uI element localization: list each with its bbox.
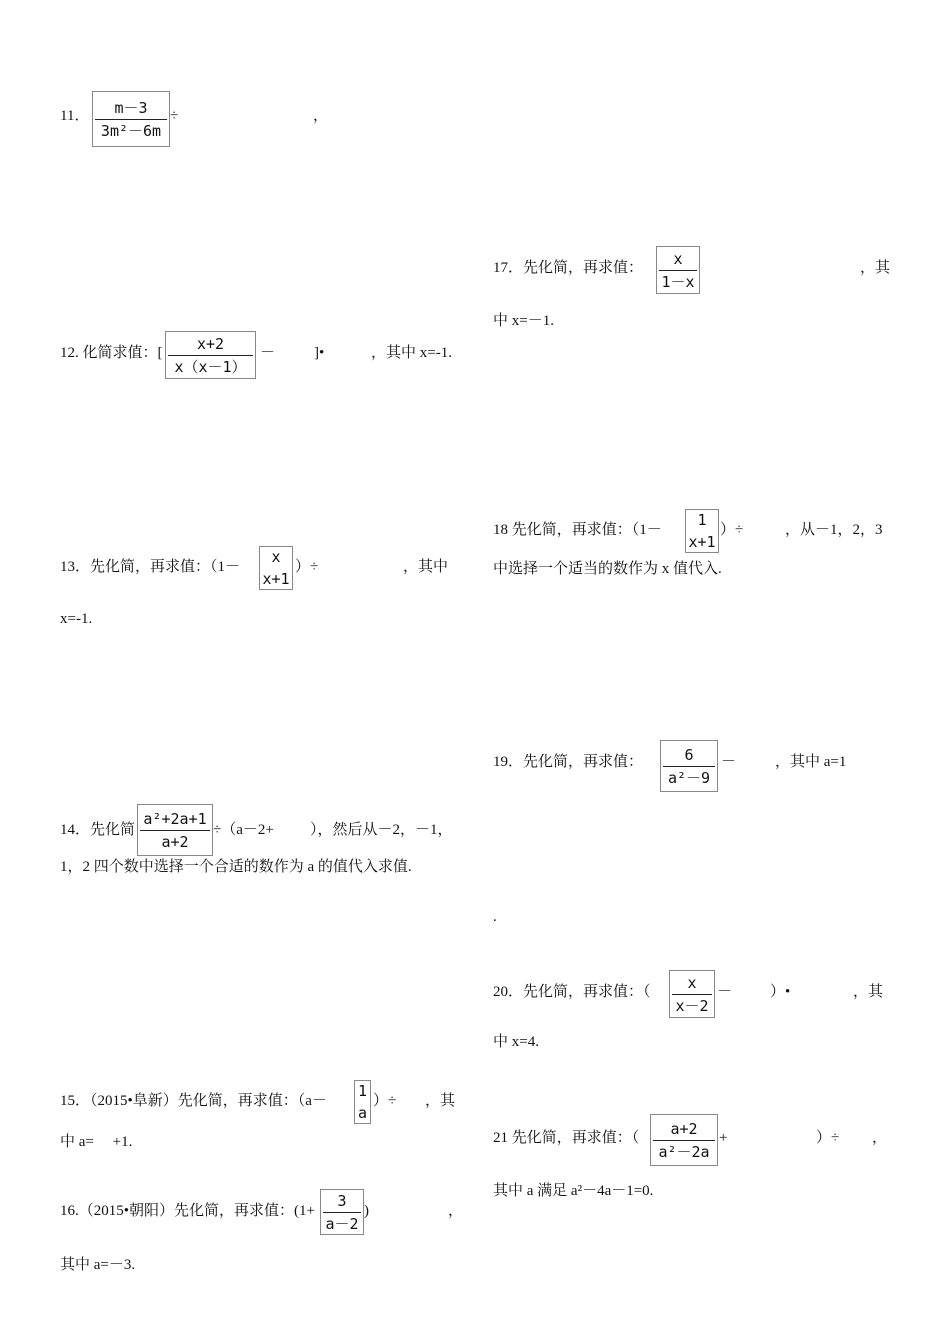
problem-21-op2: ）÷ xyxy=(816,1130,840,1146)
problem-13-end: ，其中 xyxy=(403,559,449,575)
problem-12-fraction xyxy=(165,331,256,379)
problem-18-line2: 中选择一个适当的数作为 x 值代入. xyxy=(493,561,722,577)
problem-11-label: 11． xyxy=(60,108,90,124)
fraction-denominator: x+1 xyxy=(262,570,290,588)
problem-12-end: ，其中 x=-1. xyxy=(371,345,452,361)
fraction-denominator: x（x－1） xyxy=(174,357,247,376)
fraction-numerator: 6 xyxy=(684,745,694,764)
problem-13-op: ）÷ xyxy=(295,559,319,575)
problem-19-op: － xyxy=(721,754,737,770)
fraction-numerator: m－3 xyxy=(114,98,148,117)
problem-12-label: 12. 化简求值：[ xyxy=(60,345,163,361)
fraction-denominator: 3m²－6m xyxy=(100,121,162,140)
fraction-numerator: x xyxy=(673,249,683,268)
problem-20-line2: 中 x=4. xyxy=(493,1034,539,1050)
problem-17-line2: 中 x=－1. xyxy=(493,313,554,329)
problem-20-fraction xyxy=(669,970,715,1018)
problem-11-fraction xyxy=(92,91,170,147)
problem-19-end: ，其中 a=1 xyxy=(775,754,847,770)
fraction-bar xyxy=(672,994,712,995)
fraction-denominator: 1－x xyxy=(661,272,695,291)
problem-15-line2: 中 a= +1. xyxy=(60,1134,133,1150)
fraction-bar xyxy=(140,830,210,831)
fraction-denominator: a²－9 xyxy=(667,768,711,787)
problem-13-fraction xyxy=(259,546,293,590)
fraction-bar xyxy=(168,355,253,356)
fraction-bar xyxy=(663,766,715,767)
problem-14-fraction xyxy=(137,804,213,856)
fraction-numerator: 1 xyxy=(697,511,707,529)
problem-21-end: ， xyxy=(872,1130,888,1146)
problem-14-label: 14．先化简 xyxy=(60,822,136,838)
fraction-numerator: x+2 xyxy=(196,334,225,353)
problem-20-op: － xyxy=(717,984,733,1000)
fraction-denominator: x+1 xyxy=(688,533,716,551)
problem-15-op: ）÷ xyxy=(373,1093,397,1109)
fraction-numerator: a+2 xyxy=(670,1119,698,1138)
problem-20-label: 20．先化简，再求值：（ xyxy=(493,984,651,1000)
fraction-numerator: a²+2a+1 xyxy=(143,809,207,828)
problem-18-end: ，从－1，2，3 xyxy=(785,522,883,538)
fraction-denominator: a²－2a xyxy=(658,1142,710,1161)
problem-12-op: － xyxy=(260,345,276,361)
fraction-bar xyxy=(653,1140,715,1141)
problem-19-fraction xyxy=(660,740,718,792)
problem-14-end: ），然后从－2，－1， xyxy=(310,822,453,838)
problem-21-label: 21 先化简，再求值：（ xyxy=(493,1130,640,1146)
problem-15-label: 15．（2015•阜新）先化简，再求值：（a－ xyxy=(60,1093,327,1109)
problem-17-fraction xyxy=(656,246,700,294)
problem-16-line2: 其中 a=－3. xyxy=(60,1257,136,1273)
problem-13-label: 13．先化简，再求值：（1－ xyxy=(60,559,241,575)
problem-19-line2: . xyxy=(493,909,497,925)
fraction-bar xyxy=(323,1212,361,1213)
problem-13-line2: x=-1. xyxy=(60,611,93,627)
problem-18-label: 18 先化简，再求值：（1－ xyxy=(493,522,662,538)
fraction-numerator: x xyxy=(687,973,697,992)
problem-11-comma: ， xyxy=(313,108,329,124)
problem-21-op: + xyxy=(719,1130,728,1146)
fraction-denominator: a xyxy=(357,1104,368,1122)
problem-21-line2: 其中 a 满足 a²－4a－1=0. xyxy=(493,1183,654,1199)
fraction-bar xyxy=(659,270,697,271)
fraction-denominator: x－2 xyxy=(675,996,709,1015)
fraction-numerator: 1 xyxy=(357,1082,368,1100)
problem-15-fraction xyxy=(354,1080,371,1124)
problem-17-end: ，其 xyxy=(860,260,891,276)
problem-18-fraction xyxy=(685,509,719,553)
problem-19-label: 19．先化简，再求值： xyxy=(493,754,644,770)
problem-12-op2: ]• xyxy=(314,345,325,361)
problem-20-op2: ）• xyxy=(770,984,791,1000)
problem-16-end: ， xyxy=(448,1203,464,1219)
problem-16-label: 16.（2015•朝阳）先化简，再求值：(1+ xyxy=(60,1203,315,1219)
fraction-bar xyxy=(95,119,167,120)
fraction-denominator: a+2 xyxy=(161,832,189,851)
fraction-denominator: a－2 xyxy=(325,1214,359,1233)
fraction-numerator: x xyxy=(271,548,281,566)
problem-16-fraction xyxy=(320,1189,364,1235)
problem-11-op: ÷ xyxy=(170,108,179,124)
problem-14-line2: 1，2 四个数中选择一个合适的数作为 a 的值代入求值. xyxy=(60,859,412,875)
problem-21-fraction xyxy=(650,1114,718,1166)
problem-14-op: ÷（a－2+ xyxy=(213,822,274,838)
fraction-numerator: 3 xyxy=(337,1191,347,1210)
problem-18-op: ）÷ xyxy=(720,522,744,538)
problem-15-end: ，其 xyxy=(425,1093,456,1109)
problem-20-end: ，其 xyxy=(853,984,884,1000)
problem-16-op: ) xyxy=(364,1203,369,1219)
problem-17-label: 17．先化简，再求值： xyxy=(493,260,644,276)
